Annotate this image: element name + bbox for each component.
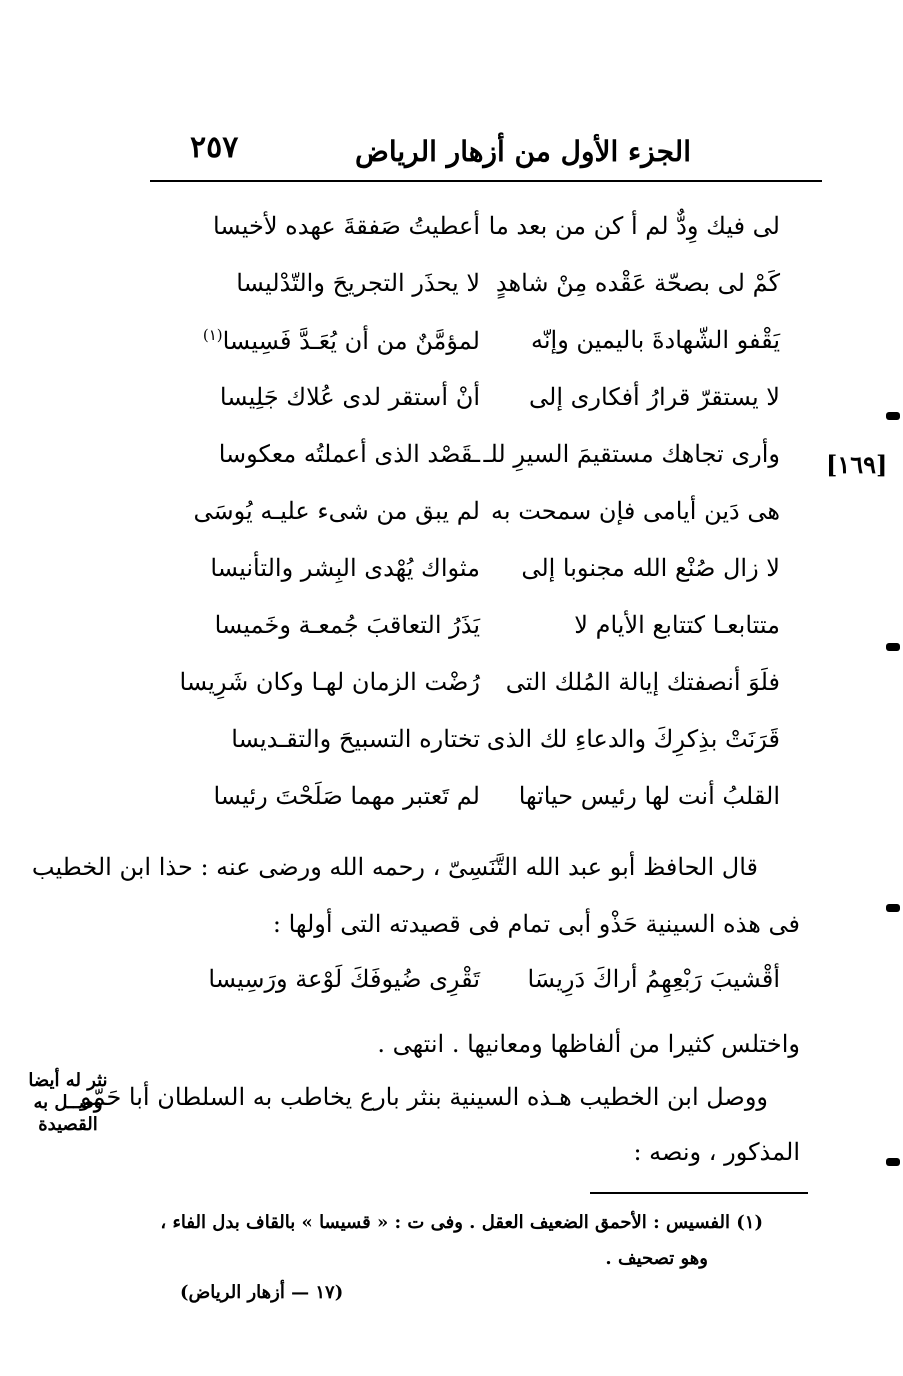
verse-8-right: متتابعـا كتتابع الأيام لا: [574, 611, 780, 639]
verse-2: [180, 269, 780, 319]
quoted-verse-right: أقْشيبَ رَبْعِهِمُ أراكَ دَرِيسَا: [527, 965, 780, 993]
verse-5-left: ـقَصْد الذى أعملتُه معكوسا: [218, 440, 480, 468]
margin-note-line: وصــل به: [33, 1092, 103, 1113]
verse-4-right: لا يستقرّ قرارُ أفكارى إلى: [529, 383, 780, 411]
verse-9-right: فلَوَ أنصفتك إيالة المُلك التى: [505, 668, 780, 696]
verse-2-right: كَمْ لى بصحّة عَقْده مِنْ شاهدٍ: [495, 269, 780, 297]
quoted-verse: [180, 965, 780, 1015]
verse-9: [180, 668, 780, 718]
verse-1-left: أعطيتُ صَفقةَ عهده لأخيسا: [213, 212, 480, 240]
footnote-line-2: وهو تصحيف .: [605, 1248, 708, 1269]
verse-7-left: مثواك يُهْدى البِشر والتأنيسا: [210, 554, 480, 582]
verse-11-left: لم تَعتبر مهما صَلَحْتَ رئيسا: [213, 782, 480, 810]
verse-4-left: أنْ أستقر لدى عُلاك جَلِيسا: [219, 383, 480, 411]
edge-mark: [886, 643, 900, 651]
verse-4: [180, 383, 780, 433]
margin-entry-number: [١٦٩]: [826, 450, 888, 479]
verse-1-right: لى فيك وِدٌّ لم أ كن من بعد ما: [488, 212, 780, 240]
verse-5: [180, 440, 780, 490]
prose-para3-line2: المذكور ، ونصه :: [633, 1138, 800, 1166]
signature-mark: (١٧ — أزهار الرياض): [180, 1282, 344, 1303]
verse-11-right: القلبُ أنت لها رئيس حياتها: [518, 782, 780, 810]
prose-para1-line2: فى هذه السينية حَذْو أبى تمام فى قصيدته التى أولها :: [272, 910, 800, 938]
verse-2-left: لا يحذَر التجريحَ والتّدْليسا: [236, 269, 480, 297]
margin-note-line: القصيدة: [38, 1114, 98, 1135]
quoted-verse-left: تَقْرِى ضُيوفَكَ لَوْعة ورَسِيسا: [208, 965, 480, 993]
verse-6: [180, 497, 780, 547]
margin-note-line: نثر له أيضا: [28, 1070, 108, 1091]
verse-10-right: قَرَنَتْ بذِكرِكَ والدعاءِ لك الذى: [486, 725, 780, 753]
verse-3-left: [180, 326, 480, 355]
verse-9-left: رُضْت الزمان لهـا وكان شَرِيسا: [179, 668, 480, 696]
verse-6-left: لم يبق من شىء عليـه يُوسَى: [193, 497, 480, 525]
header-rule: [150, 180, 822, 182]
prose-para3-line1: ووصل ابن الخطيب هـذه السينية بنثر بارع يخاطب به السلطان أبا حَمّو: [80, 1083, 768, 1111]
prose-para2: واختلس كثيرا من ألفاظها ومعانيها . انتهى .: [377, 1030, 800, 1058]
verse-3: [180, 326, 780, 376]
footnote-mark: (١): [202, 326, 223, 344]
verse-1: [180, 212, 780, 262]
edge-mark: [886, 904, 900, 912]
footnote-line-1: (١) الفسيس : الأحمق الضعيف العقل . وفى ت : « قسيسا » بالقاف بدل الفاء ،: [160, 1212, 763, 1233]
verse-3-left-text: لمؤمَّنٌ من أن يُعَـدَّ فَسِيسا: [222, 327, 480, 355]
margin-note: [18, 1070, 118, 1136]
verse-5-right: وأرى تجاهك مستقيمَ السيرِ للـ: [483, 440, 780, 468]
verse-10-left: تختاره التسبيحَ والتقـديسا: [231, 725, 480, 753]
verse-11: [180, 782, 780, 832]
verse-8: [180, 611, 780, 661]
edge-mark: [886, 412, 900, 420]
verse-7: [180, 554, 780, 604]
verse-6-right: هى دَين أيامى فإن سمحت به: [491, 497, 780, 525]
verse-8-left: يَذَرُ التعاقبَ جُمعـة وخَميسا: [214, 611, 480, 639]
verse-10: [180, 725, 780, 775]
running-title: الجزء الأول من أزهار الرياض: [355, 135, 691, 168]
page-number: ٢٥٧: [190, 130, 239, 165]
verse-3-right: يَقْفو الشّهادةَ باليمين وإنّه: [530, 326, 780, 354]
edge-mark: [886, 1158, 900, 1166]
footnote-rule: [590, 1192, 808, 1194]
verse-7-right: لا زال صُنْع الله مجنوبا إلى: [521, 554, 780, 582]
prose-para1-line1: قال الحافظ أبو عبد الله التَّنَسِىّ ، رحمه الله ورضى عنه : حذا ابن الخطيب: [31, 853, 758, 881]
